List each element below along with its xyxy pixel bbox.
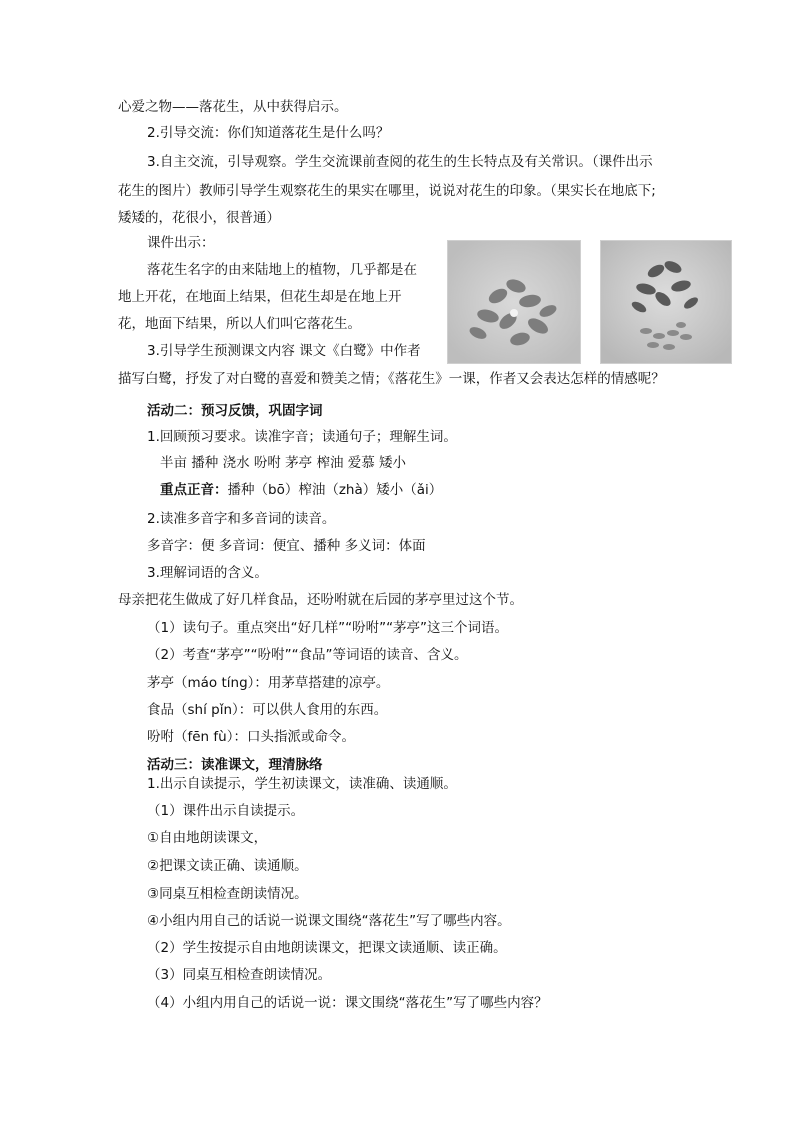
- text-line: （3）同桌互相检查朗读情况。: [147, 967, 332, 983]
- pronunciation-label: 重点正音：: [160, 482, 228, 498]
- text-line: 3.自主交流，引导观察。学生交流课前查阅的花生的生长特点及有关常识。（课件出示: [147, 154, 653, 170]
- section-heading: 活动三：读准课文，理清脉络: [147, 757, 323, 773]
- text-line: （1）课件出示自读提示。: [147, 803, 305, 819]
- vocabulary-list: 半亩 播种 浇水 吩咐 茅亭 榨油 爱慕 矮小: [160, 455, 407, 471]
- text-line: ③同桌互相检查朗读情况。: [147, 886, 308, 902]
- text-line: 茅亭（máo tíng）：用茅草搭建的凉亭。: [147, 675, 390, 691]
- peanut-roots-image: [600, 240, 732, 364]
- text-line: 母亲把花生做成了好几样食品，还吩咐就在后园的茅亭里过这个节。: [118, 592, 523, 608]
- text-line: ②把课文读正确、读通顺。: [147, 858, 308, 874]
- text-line: （2）考查“茅亭”“吩咐”“食品”等词语的读音、含义。: [147, 647, 468, 663]
- text-line: 描写白鹭，抒发了对白鹭的喜爱和赞美之情；《落花生》一课，作者又会表达怎样的情感呢？: [118, 371, 665, 387]
- text-line: （2）学生按提示自由地朗读课文，把课文读通顺、读正确。: [147, 940, 507, 956]
- text-line: ①自由地朗读课文，: [147, 830, 268, 846]
- text-line: 课件出示：: [147, 235, 215, 251]
- text-line: 食品（shí pǐn）：可以供人食用的东西。: [147, 702, 388, 718]
- text-line: 1.出示自读提示，学生初读课文，读准确、读通顺。: [147, 776, 457, 792]
- text-line: ④小组内用自己的话说一说课文围绕“落花生”写了哪些内容。: [147, 913, 511, 929]
- text-line: （4）小组内用自己的话说一说：课文围绕“落花生”写了哪些内容？: [147, 995, 548, 1011]
- text-line: 矮矮的，花很小，很普通）: [118, 210, 280, 226]
- text-line: 地上开花，在地面上结果，但花生却是在地上开: [118, 289, 402, 305]
- text-line: 3.引导学生预测课文内容 课文《白鹭》中作者: [147, 343, 421, 359]
- text-line: 1.回顾预习要求。读准字音；读通句子；理解生词。: [147, 429, 457, 445]
- text-line: 多音字：便 多音词：便宜、播种 多义词：体面: [147, 538, 426, 554]
- text-line: 花，地面下结果，所以人们叫它落花生。: [118, 316, 361, 332]
- text-line: 2.引导交流：你们知道落花生是什么吗？: [147, 125, 390, 141]
- text-line: 心爱之物——落花生，从中获得启示。: [118, 99, 348, 115]
- section-heading: 活动二：预习反馈，巩固字词: [147, 403, 323, 419]
- peanut-plant-image: [447, 240, 581, 364]
- text-line: 落花生名字的由来陆地上的植物，几乎都是在: [147, 262, 417, 278]
- text-line: 吩咐（fēn fù）：口头指派或命令。: [147, 729, 355, 745]
- pronunciation-line: [160, 480, 442, 500]
- text-line: 花生的图片）教师引导学生观察花生的果实在哪里，说说对花生的印象。（果实长在地底下;: [118, 183, 656, 199]
- text-line: 2.读准多音字和多音词的读音。: [147, 511, 336, 527]
- text-line: （1）读句子。重点突出“好几样”“吩咐”“茅亭”这三个词语。: [147, 620, 509, 636]
- pronunciation-items: 播种（bō）榨油（zhà）矮小（ǎi）: [227, 482, 443, 498]
- text-line: 3.理解词语的含义。: [147, 565, 268, 581]
